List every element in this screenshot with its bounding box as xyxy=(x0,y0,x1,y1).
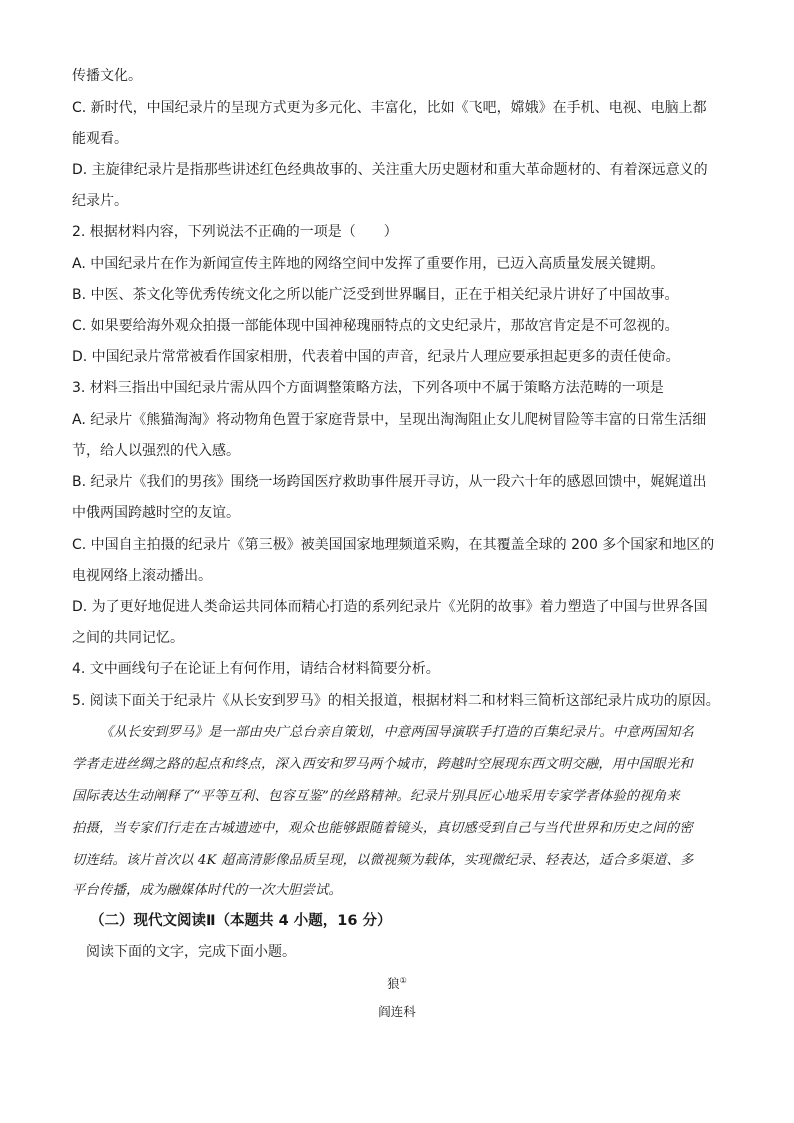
excerpt-line: 切连结。该片首次以 4K 超高清影像品质呈现，以微视频为载体，实现微纪录、轻表达，适合多渠道、多 xyxy=(72,853,694,868)
option-d-q3: D. 为了更好地促进人类命运共同体而精心打造的系列纪录片《光阴的故事》着力塑造了中国与世界各国 xyxy=(72,599,708,615)
question-5: 5. 阅读下面关于纪录片《从长安到罗马》的相关报道，根据材料二和材料三简析这部纪录片成功的原因。 xyxy=(72,693,720,709)
excerpt-line: 《从长安到罗马》是一部由央广总台亲自策划，中意两国导演联手打造的百集纪录片。中意两国知名 xyxy=(100,725,694,740)
option-a-q2: A. 中国纪录片在作为新闻宣传主阵地的网络空间中发挥了重要作用，已迈入高质量发展关键期。 xyxy=(72,256,665,272)
option-c-q2: C. 如果要给海外观众拍摄一部能体现中国神秘瑰丽特点的文史纪录片，那故宫肯定是不可忽视的。 xyxy=(72,318,679,334)
excerpt-line: 平台传播，成为融媒体时代的一次大胆尝试。 xyxy=(72,883,342,898)
text-line: 纪录片。 xyxy=(72,193,128,209)
option-a-q3: A. 纪录片《熊猫淘淘》将动物角色置于家庭背景中，呈现出淘淘阻止女儿爬树冒险等丰富的日常生活细 xyxy=(72,412,707,428)
text-line: 之间的共同记忆。 xyxy=(72,630,184,646)
section-heading: （二）现代文阅读Ⅱ（本题共 4 小题，16 分） xyxy=(90,913,392,929)
text-line: 电视网络上滚动播出。 xyxy=(72,568,212,584)
text-line: 节，给人以强烈的代入感。 xyxy=(72,443,240,459)
option-d-q1: D. 主旋律纪录片是指那些讲述红色经典故事的、关注重大历史题材和重大革命题材的、有着深远意义的 xyxy=(72,162,708,178)
question-2: 2. 根据材料内容，下列说法不正确的一项是（ ） xyxy=(72,224,398,240)
question-3: 3. 材料三指出中国纪录片需从四个方面调整策略方法，下列各项中不属于策略方法范畴的一项是 xyxy=(72,380,664,396)
option-b-q3: B. 纪录片《我们的男孩》围绕一场跨国医疗救助事件展开寻访，从一段六十年的感恩回馈中，娓娓道出 xyxy=(72,474,707,490)
question-4: 4. 文中画线句子在论证上有何作用，请结合材料简要分析。 xyxy=(72,661,440,677)
text-line: 传播文化。 xyxy=(72,68,142,84)
option-b-q2: B. 中医、茶文化等优秀传统文化之所以能广泛受到世界瞩目，正在于相关纪录片讲好了中国故事。 xyxy=(72,287,679,303)
excerpt-line: 学者走进丝绸之路的起点和终点，深入西安和罗马两个城市，跨越时空展现东西文明交融，用中国眼光和 xyxy=(72,757,693,772)
excerpt-line: 国际表达生动阐释了“平等互利、包容互鉴”的丝路精神。纪录片别具匠心地采用专家学者体验的视角来 xyxy=(72,789,680,804)
story-title xyxy=(0,972,794,993)
story-title-text: 狼 xyxy=(387,976,400,992)
option-d-q2: D. 中国纪录片常常被看作国家相册，代表着中国的声音，纪录片人理应要承担起更多的责任使命。 xyxy=(72,349,680,365)
footnote-marker: ① xyxy=(399,976,407,985)
reading-instruction: 阅读下面的文字，完成下面小题。 xyxy=(86,944,296,960)
option-c-q3: C. 中国自主拍摄的纪录片《第三极》被美国国家地理频道采购，在其覆盖全球的 200 多个国家和地区的 xyxy=(72,537,715,553)
text-line: 中俄两国跨越时空的友谊。 xyxy=(72,505,240,521)
option-c-q1: C. 新时代，中国纪录片的呈现方式更为多元化、丰富化，比如《飞吧，嫦娥》在手机、电视、电脑上都 xyxy=(72,100,707,116)
excerpt-line: 拍摄，当专家们行走在古城遗迹中，观众也能够跟随着镜头，真切感受到自己与当代世界和历史之间的密 xyxy=(72,821,693,836)
story-author: 阎连科 xyxy=(378,1004,416,1019)
text-line: 能观看。 xyxy=(72,131,128,147)
